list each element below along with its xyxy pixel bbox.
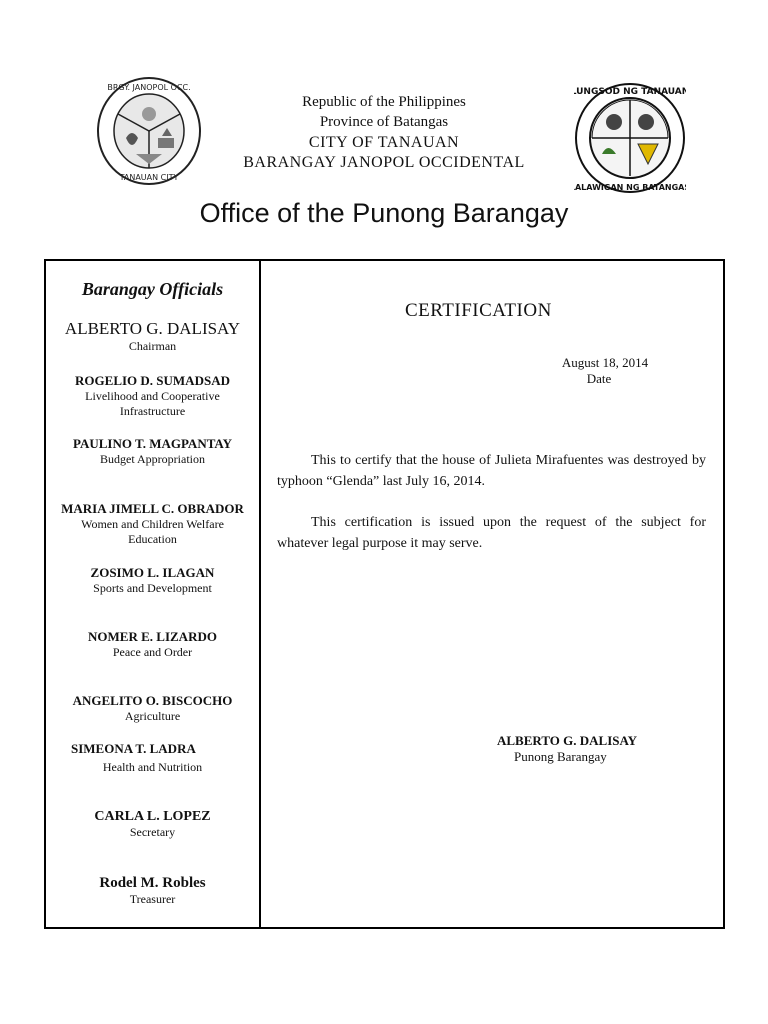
date-label: Date xyxy=(586,371,612,386)
office-title: Office of the Punong Barangay xyxy=(199,198,569,228)
official-role: Treasurer xyxy=(129,892,176,906)
official-name: ROGELIO D. SUMADSAD xyxy=(75,373,230,388)
official-name: ALBERTO G. DALISAY xyxy=(64,319,241,338)
official-role: Agriculture xyxy=(124,709,181,723)
official-entry xyxy=(46,629,259,660)
svg-text:LUNGSOD NG TANAUAN: LUNGSOD NG TANAUAN xyxy=(574,87,686,97)
officials-sidebar xyxy=(46,261,259,925)
official-name: MARIA JIMELL C. OBRADOR xyxy=(61,501,244,516)
official-role: Peace and Order xyxy=(112,645,193,659)
official-role: Education xyxy=(128,532,177,546)
document-title: CERTIFICATION xyxy=(405,300,552,321)
official-role: Livelihood and Cooperative xyxy=(85,389,220,403)
official-entry xyxy=(46,741,259,775)
official-entry xyxy=(46,874,259,907)
header-barangay: BARANGAY JANOPOL OCCIDENTAL xyxy=(243,154,525,171)
official-role: Sports and Development xyxy=(93,581,212,595)
svg-text:TANAUAN CITY: TANAUAN CITY xyxy=(119,173,179,182)
certification-paragraph: This to certify that the house of Julieta Mirafuentes was destroyed by typhoon “Glenda” last July 16, 2014. xyxy=(277,453,706,489)
officials-heading: Barangay Officials xyxy=(81,279,224,299)
official-name: CARLA L. LOPEZ xyxy=(94,809,211,824)
svg-text:LALAWIGAN NG BATANGAS: LALAWIGAN NG BATANGAS xyxy=(574,183,686,192)
signatory-name: ALBERTO G. DALISAY xyxy=(497,733,638,748)
official-entry xyxy=(46,373,259,419)
header-province: Province of Batangas xyxy=(319,114,449,130)
official-name: ANGELITO O. BISCOCHO xyxy=(72,693,233,708)
header-city: CITY OF TANAUAN xyxy=(308,134,460,151)
official-name: ZOSIMO L. ILAGAN xyxy=(90,565,215,580)
official-name: Rodel M. Robles xyxy=(99,875,206,891)
official-entry xyxy=(46,693,259,724)
official-name: PAULINO T. MAGPANTAY xyxy=(72,436,232,451)
city-seal-logo xyxy=(574,82,686,194)
svg-text:BRGY. JANOPOL OCC.: BRGY. JANOPOL OCC. xyxy=(107,83,191,92)
official-role: Infrastructure xyxy=(119,404,186,418)
official-role: Chairman xyxy=(128,339,177,353)
column-divider xyxy=(259,259,261,927)
official-role: Women and Children Welfare xyxy=(81,517,224,531)
official-name: NOMER E. LIZARDO xyxy=(88,629,217,644)
document-date: August 18, 2014 xyxy=(561,355,649,370)
official-entry xyxy=(46,319,259,354)
official-entry xyxy=(46,565,259,596)
official-entry xyxy=(46,501,259,547)
official-entry xyxy=(46,809,259,840)
barangay-seal-logo xyxy=(96,76,202,186)
official-role: Health and Nutrition xyxy=(102,760,203,774)
official-entry xyxy=(46,436,259,467)
official-role: Secretary xyxy=(129,825,176,839)
header-republic: Republic of the Philippines xyxy=(302,94,466,110)
official-name: SIMEONA T. LADRA xyxy=(71,741,196,756)
signatory-title: Punong Barangay xyxy=(514,749,607,764)
official-role: Budget Appropriation xyxy=(100,452,205,466)
purpose-paragraph: This certification is issued upon the request of the subject for whatever legal purpose it may serve. xyxy=(277,515,706,551)
